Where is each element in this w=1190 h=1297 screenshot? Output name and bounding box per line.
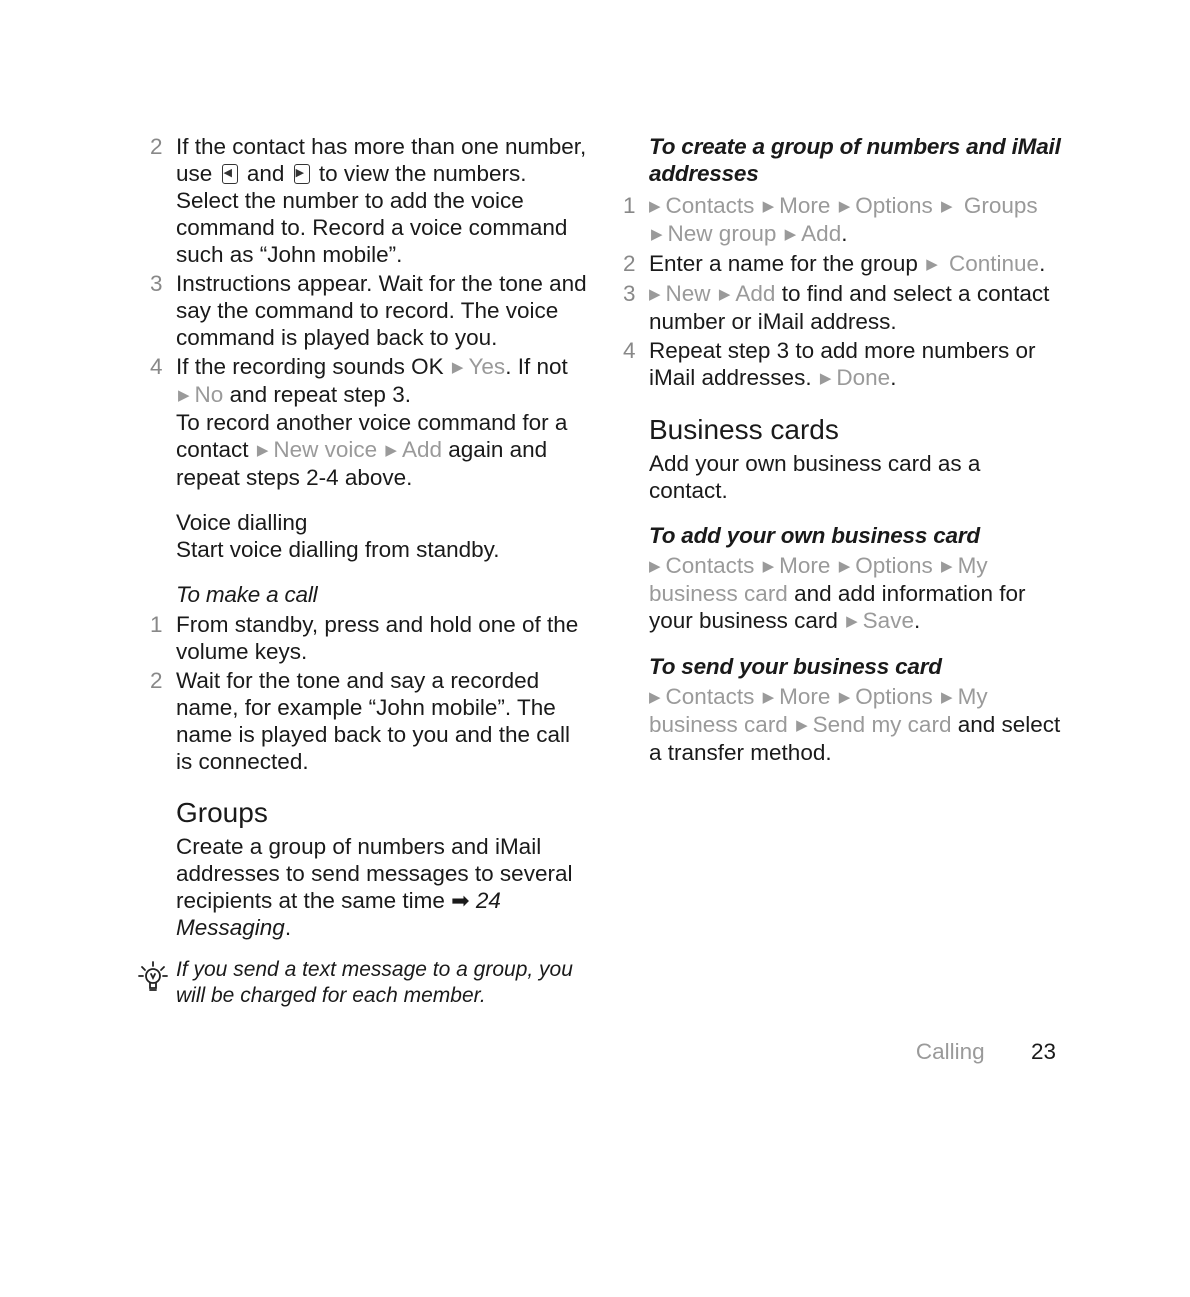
menu-options: Options (855, 553, 933, 578)
page-footer (916, 1038, 1056, 1065)
step-text: Wait for the tone and say a recorded name, for example “John mobile”. The name is played back to you and the call is connected. (176, 668, 570, 774)
paragraph-text: and add information for your business card (649, 581, 1026, 633)
paragraph-text: and select a transfer method. (649, 712, 1061, 765)
step-4 (150, 353, 590, 409)
group-step-2 (623, 250, 1063, 278)
menu-add: Add (801, 221, 842, 246)
menu-more: More (779, 684, 831, 709)
menu-contacts: Contacts (665, 193, 755, 218)
menu-arrow-icon: ▶ (941, 198, 953, 215)
menu-add: Add (735, 281, 776, 306)
send-card-heading: To send your business card (649, 654, 942, 679)
menu-yes: Yes (468, 354, 506, 379)
step-text: . If not (505, 354, 568, 379)
call-step-1 (150, 611, 590, 665)
menu-options: Options (855, 193, 933, 218)
menu-arrow-icon: ▶ (796, 717, 808, 734)
step-number: 1 (623, 193, 636, 218)
menu-arrow-icon: ▶ (838, 558, 851, 575)
tip-text: If you send a text message to a group, you will be charged for each member. (176, 958, 573, 1007)
group-step-4 (623, 337, 1063, 392)
step-number: 1 (150, 612, 163, 637)
step-text: and repeat step 3. (229, 382, 411, 407)
step-text: . (1039, 251, 1046, 276)
menu-arrow-icon: ▶ (926, 256, 938, 273)
paragraph-text: . (284, 915, 292, 940)
record-another-paragraph (150, 409, 590, 491)
cross-reference: 24 Messaging (176, 888, 501, 940)
menu-contacts: Contacts (665, 553, 755, 578)
step-number: 3 (150, 271, 163, 296)
menu-more: More (779, 193, 831, 218)
menu-add: Add (401, 437, 443, 462)
menu-arrow-icon: ▶ (385, 442, 397, 459)
nav-left-key-icon (222, 164, 238, 184)
menu-arrow-icon: ▶ (838, 689, 851, 706)
voice-dialling-heading: Voice dialling (176, 510, 308, 535)
step-text: to view the numbers. Select the number to add the voice command to. Record a voice command such as “John mobile”. (176, 161, 568, 267)
menu-arrow-icon: ▶ (846, 613, 858, 630)
step-text: . (841, 221, 848, 246)
menu-arrow-icon: ▶ (649, 558, 661, 575)
call-step-2 (150, 667, 590, 775)
groups-text (150, 833, 590, 941)
chapter-name: Calling (915, 1039, 985, 1064)
menu-arrow-icon: ▶ (762, 689, 775, 706)
make-call-heading: To make a call (176, 582, 318, 607)
menu-continue: Continue (949, 251, 1040, 276)
menu-new-voice: New voice (273, 437, 378, 462)
left-column (150, 133, 590, 941)
menu-send-my-card: Send my card (812, 712, 952, 737)
groups-title: Groups (176, 797, 268, 828)
paragraph-text: Create a group of numbers and iMail addresses to send messages to several recipients at the same time (176, 834, 573, 913)
paragraph-text: again and repeat steps 2-4 above. (176, 437, 548, 490)
menu-contacts: Contacts (665, 684, 755, 709)
business-cards-text: Add your own business card as a contact. (649, 451, 981, 503)
menu-arrow-icon: ▶ (718, 286, 731, 303)
menu-arrow-icon: ▶ (451, 359, 464, 376)
step-number: 2 (623, 251, 636, 276)
step-number: 2 (150, 134, 163, 159)
menu-arrow-icon: ▶ (256, 442, 269, 459)
group-step-3 (623, 280, 1063, 335)
menu-arrow-icon: ▶ (941, 689, 953, 706)
menu-arrow-icon: ▶ (178, 387, 190, 404)
step-2 (150, 133, 590, 268)
menu-more: More (779, 553, 831, 578)
add-card-text (623, 552, 1063, 635)
menu-arrow-icon: ▶ (819, 370, 832, 387)
add-card-heading: To add your own business card (649, 523, 980, 548)
step-text: . (890, 365, 897, 390)
paragraph-text: . (913, 608, 921, 633)
menu-options: Options (855, 684, 933, 709)
menu-arrow-icon: ▶ (762, 198, 775, 215)
step-text: and (246, 161, 285, 186)
step-3 (150, 270, 590, 351)
menu-arrow-icon: ▶ (651, 226, 663, 243)
menu-arrow-icon: ▶ (762, 558, 775, 575)
step-number: 4 (150, 354, 163, 379)
menu-groups: Groups (963, 193, 1038, 218)
step-number: 3 (623, 281, 636, 306)
group-step-1 (623, 192, 1063, 248)
step-text: From standby, press and hold one of the volume keys. (176, 612, 579, 664)
paragraph-text: To record another voice command for a contact (176, 410, 568, 462)
menu-done: Done (836, 365, 891, 390)
step-number: 4 (623, 338, 636, 363)
step-text: Enter a name for the group (649, 251, 918, 276)
menu-no: No (194, 382, 224, 407)
step-text: If the recording sounds OK (176, 354, 444, 379)
step-text: Repeat step 3 to add more numbers or iMail addresses. (649, 338, 1036, 390)
menu-save: Save (862, 608, 914, 633)
step-text: If the contact has more than one number, use (176, 134, 587, 186)
tip-note (137, 957, 597, 1009)
menu-arrow-icon: ▶ (838, 198, 851, 215)
menu-arrow-icon: ▶ (649, 286, 661, 303)
menu-arrow-icon: ▶ (784, 226, 797, 243)
menu-arrow-icon: ▶ (941, 558, 953, 575)
step-text: Instructions appear. Wait for the tone and say the command to record. The voice command is played back to you. (176, 271, 587, 350)
create-group-heading: To create a group of numbers and iMail addresses (649, 134, 1061, 186)
send-card-text (623, 683, 1063, 766)
menu-my-business-card: My business card (649, 553, 988, 606)
lightbulb-icon (137, 959, 169, 995)
step-number: 2 (150, 668, 163, 693)
business-cards-title: Business cards (649, 414, 839, 445)
menu-arrow-icon: ▶ (649, 689, 661, 706)
menu-my-business-card: My business card (649, 684, 988, 737)
nav-right-key-icon (294, 164, 310, 184)
menu-arrow-icon: ▶ (649, 198, 661, 215)
page-number: 23 (1030, 1039, 1056, 1064)
step-text: to find and select a contact number or iMail address. (649, 281, 1050, 334)
reference-arrow-icon: ➡ (451, 888, 470, 913)
right-column (623, 133, 1063, 766)
voice-dialling-text: Start voice dialling from standby. (176, 537, 500, 562)
menu-new-group: New group (667, 221, 777, 246)
menu-new: New (665, 281, 711, 306)
